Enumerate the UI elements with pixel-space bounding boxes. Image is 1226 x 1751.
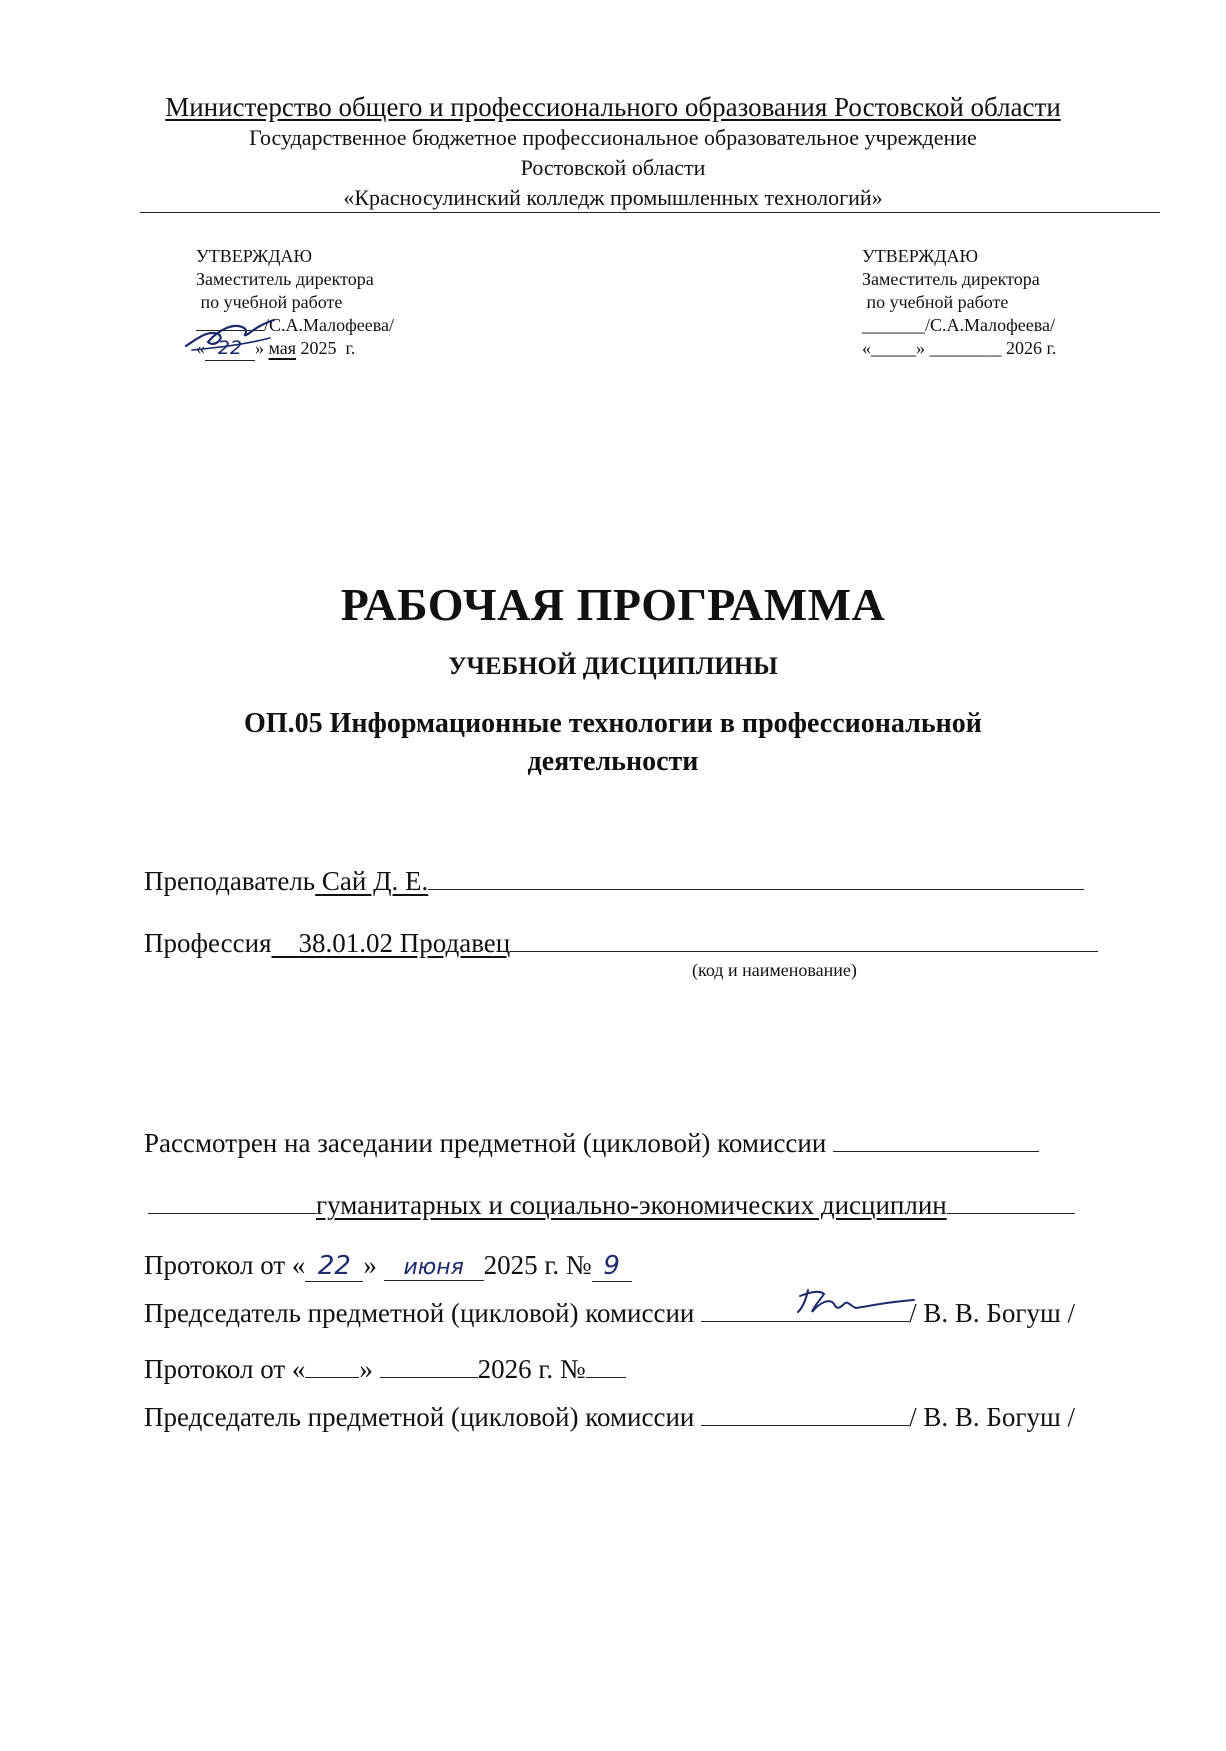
- profession-field: [144, 928, 1098, 959]
- commission-name: гуманитарных и социально-экономических дисциплин: [148, 1190, 1075, 1221]
- discipline-name: ОП.05 Информационные технологии в профессиональной: [244, 708, 982, 739]
- chair-line-2: Председатель предметной (цикловой) комиссии / В. В. Богуш /: [144, 1402, 1075, 1432]
- teacher-label: Преподаватель: [144, 866, 316, 896]
- approval-position: Заместитель директора: [862, 269, 1040, 289]
- institution-region: Ростовской области: [520, 155, 706, 180]
- profession-value: 38.01.02 Продавец: [298, 928, 511, 958]
- approval-name-line: _______/С.А.Малофеева/: [862, 315, 1056, 335]
- ministry-name: Министерство общего и профессионального образования Ростовской области: [165, 92, 1061, 122]
- approval-date-line: «_____» ________ 2026 г.: [862, 338, 1057, 358]
- institution-type: Государственное бюджетное профессиональное образовательное учреждение: [249, 125, 977, 150]
- approval-heading: УТВЕРЖДАЮ: [196, 246, 313, 266]
- approval-name-line: /С.А.Малофеева/: [196, 314, 394, 337]
- approval-heading: УТВЕРЖДАЮ: [862, 246, 979, 266]
- approval-position-dept: по учебной работе: [196, 292, 343, 312]
- profession-caption: (код и наименование): [692, 960, 857, 980]
- approval-position-dept: по учебной работе: [862, 292, 1009, 312]
- approval-date-line: « 22 » мая 2025 г.: [196, 337, 356, 359]
- approval-block-right: [862, 245, 1056, 360]
- institution-name: «Красносулинский колледж промышленных технологий»: [343, 185, 883, 210]
- commission-considered: Рассмотрен на заседании предметной (цикловой) комиссии: [144, 1128, 1039, 1159]
- signature-left: [178, 308, 288, 358]
- protocol-line-2: Протокол от « » 2026 г. №: [144, 1354, 626, 1385]
- signature-chair: [790, 1282, 920, 1322]
- document-title: РАБОЧАЯ ПРОГРАММА: [340, 579, 886, 630]
- profession-label: Профессия: [144, 928, 272, 958]
- teacher-value: Сай Д. Е.: [321, 866, 429, 896]
- approval-position: Заместитель директора: [196, 269, 374, 289]
- document-subtitle: УЧЕБНОЙ ДИСЦИПЛИНЫ: [448, 653, 778, 680]
- discipline-name-cont: деятельности: [527, 746, 699, 777]
- protocol-line-1: Протокол от « 22 » июня 2025 г. № 9: [144, 1250, 632, 1282]
- chair-line-1: Председатель предметной (цикловой) комиссии / В. В. Богуш /: [144, 1298, 1075, 1328]
- teacher-field: [144, 866, 1084, 897]
- header-divider: [140, 212, 1160, 213]
